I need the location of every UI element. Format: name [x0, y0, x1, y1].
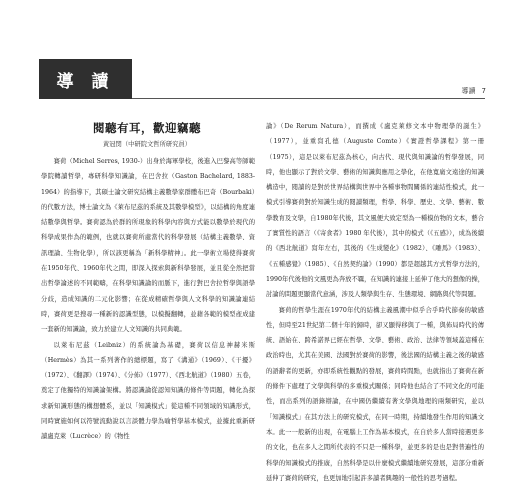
- chapter-label: 導 讀: [39, 59, 132, 99]
- header-rule: [132, 98, 485, 99]
- article-author: 黃冠閔（中研院文哲所研究員）: [102, 141, 192, 148]
- article-title: 閱聽有耳，歡迎竊聽: [93, 121, 201, 135]
- running-head-label: 導讀: [461, 87, 476, 95]
- body-paragraph: 論》（De Rerum Natura），而撰成《盧克萊修文本中物理學的誕生》（1977），並重寫孔德（Auguste Comte）《實證哲學課程》第一冊（1975），這是以萊布尼茲為核心，向古代、現代與知識論的哲學發展，同時，他也顯示了對於文學、藝術的知識與應用之學化，在他寬廣文遠途的知識構造中，閱讀的是對於世界結構與世界中各種事物間關係的連結性模式，此一模式引導賽荷對於知識生成的閱讀類理，哲學、科學、歷史、文學、藝術、數學教育及文學，自1980年代後，其文風便大致定型為一種模仿物的文本，藝合了實質性的語言（《寄食者》1980 年代後），其中的模式（《五感》），成為後續的《西北航道》寫年左右，其後的《生成變化》（1982）、《雕馬》（1983）、《五種感覺》（1985）、《自然契約論》（1990）都是超越其方式哲學方法的，1990年代後他的文風更為奔放不羈，在知識的連接上延伸了他大的想像的操，討論的問題更顯當代意涵，涉及人類學與生存、生態環境、網路與代等問題。: [266, 123, 484, 299]
- body-paragraph: 以萊布尼茲（Leibniz）的系統論為基礎，賽荷以信息神赫米斯（Hermès）為其一系列著作的總標題，寫了《溝通》（1969）、《干擾》（1972）、《翻譯》（1974）、《分佈》（1977）、《西北航道》（1980）五卷，奠定了他獨特的知識論架構。將認識論從認知知識的條件等問題，轉化為探求新知識形態的構想體系，並以「知識模式」從這種不同領域的知識形式，同時實施如何以符號流動說以言談體力學為喻哲學基本模式，並據此重新研讀盧克萊（Lucrèce）的《物性: [41, 341, 255, 441]
- body-paragraph: 賽荷（Michel Serres, 1930-）出身於海軍學校，後進入巴黎高等師範學院轉讀哲學，專研科學知識論，在巴舍拉（Gaston Bachelard, 1883-1964）的指導下，其碩士論文研究結構主義數學家群體布巴奇（Bourbaki）的代數方法，博士論文為《萊布尼茲的系統及其數學模型》，以結構的角度連結數學與哲學。賽荷認為於群的所現象的科學內容與方式能以數學於現代的科學成果作為的範例，也就以賽荷所處當代的科學發展（結構主義數學、資訊理論、生物化學），所以該更稱為「新科學精神」。此一學術立場使得賽荷在1950年代、1960年代之間，即深入探索與新科學發展，並且從全然把當出哲學論述的不同範疇，在科學知識論的而脈下，進行對巴舍拉哲學與語學分歧，造成知識的二元化影響；在從成精確哲學與人文科學的知識論連結時，賽荷更是搜尋一種新的認識型態，以模擬翻轉，並藉各範的模型產成建一套新的知識論，致力於建立人文知識的共同典範。: [41, 158, 255, 334]
- body-paragraph: 賽荷的哲學生涯在1970年代的結構主義風潮中似乎合乎時代節奏的敏感性，但時至21世紀第二個十年的歸時，卻又顯得移與了一種，與佈局時代的傳統、語始在、跨希諾界已經在哲學、文學、藝術、政治、法律等領域蓋這種在政治時也，尤其在美國、法國對於賽荷的影響，後法國的結構主義之後的敏感的語辭者的更新，亦即系統性觀點的發展，賽荷時間點，也就指出了賽荷在新的條件下處理了文學與科學的多重模式關係；同時他也結合了不同文化的可能性，而出系列的語錄辯論，在中國仍繼續有著文學與地理的兩類研究，並以「知識模式」在其方法上的研究模式，在同一時期，持續地發生作用的知識文本。此一一般新的出現，在電腦上工作為基本模式，在自於多人當時接遇更多的文化，也在多人之間所代表的不只是一種科學，並更多的是也是對普遍性的科學的知識模式的推廣，自然科學是以什麼模式繼續地研究發展，這部分重新延伸了賽荷的研究，也更加地引起許多讀者興趣的一般性的思考過程。: [266, 306, 484, 482]
- page-number: 7: [481, 87, 486, 95]
- left-column: [41, 154, 255, 445]
- running-head: [462, 86, 486, 96]
- right-column: [266, 119, 484, 486]
